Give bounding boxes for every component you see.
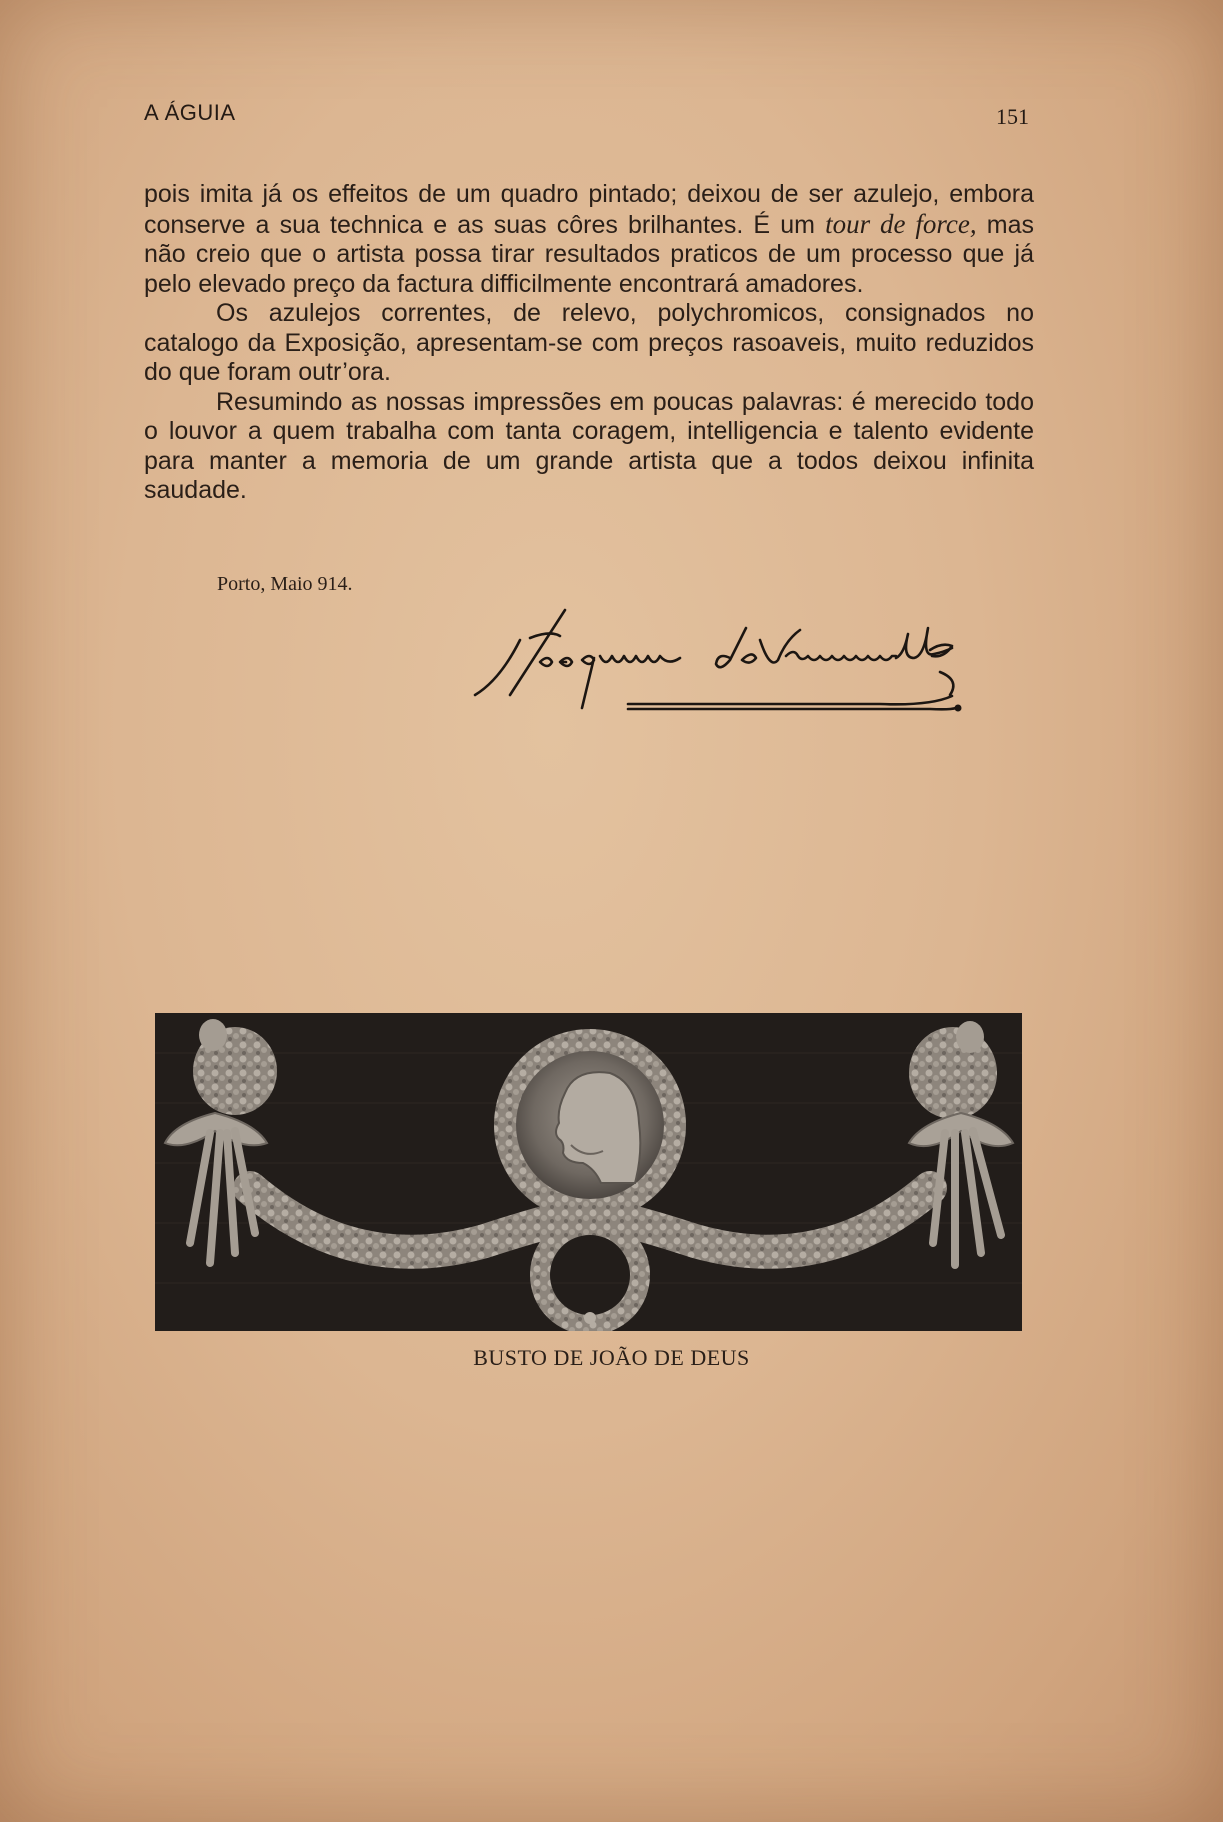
running-title: A ÁGUIA [144,100,236,125]
paragraph-2: Os azulejos correntes, de relevo, polychromicos, consignados no catalogo da Exposição, apresentam-se com preços rasoaveis, muito reduzidos do que foram outr’ora. [144,299,1034,386]
signature-drawing [460,600,1040,720]
paragraph-3: Resumindo as nossas impressões em poucas palavras: é merecido todo o louvor a quem trabalha com tanta coragem, intelligencia e talento evidente para manter a memoria de um grande artista que a todos deixou infinita saudade. [144,387,1034,504]
paragraph-1-text-b: mas não creio que o artista possa tirar resultados praticos de um processo que já pelo elevado preço da factura difficilmente encontrará amadores. [144,210,1035,298]
figure-caption: BUSTO DE JOÃO DE DEUS [473,1345,750,1370]
paragraph-1 [144,180,1034,299]
page-number: 151 [996,104,1029,129]
bust-relief-illustration [155,1013,1022,1331]
garland-medallion-image [155,1013,1022,1331]
dateline: Porto, Maio 914. [217,573,353,595]
article-body [144,180,1034,506]
handwritten-signature [460,600,1040,720]
paragraph-1-text-a: pois imita já os effeitos de um quadro pintado; deixou de ser azulejo, embora conserve a sua technica e as suas côres brilhantes. É um [144,180,1034,239]
italic-phrase: tour de force, [825,208,977,239]
